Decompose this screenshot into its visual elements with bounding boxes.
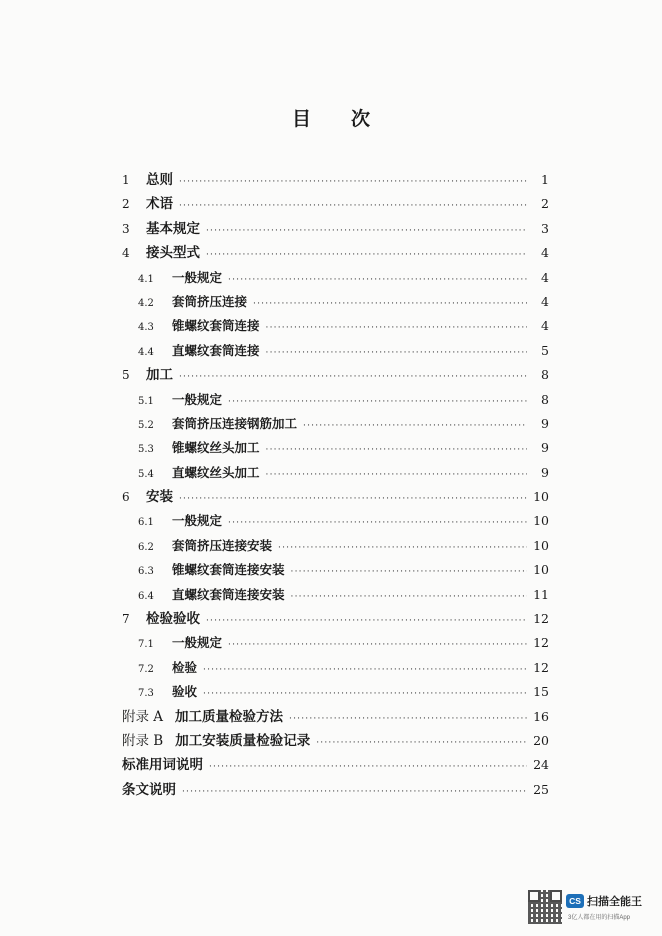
toc-entry-label: 套筒挤压连接	[172, 293, 248, 309]
title-char-1: 目	[291, 108, 311, 130]
toc-leader-dots	[289, 707, 527, 731]
table-of-contents	[122, 168, 549, 802]
toc-entry-number: 7.3	[138, 688, 154, 700]
toc-leader-dots	[179, 170, 527, 194]
toc-entry[interactable]	[122, 583, 549, 607]
toc-entry-label: 直螺纹丝头加工	[172, 464, 260, 480]
toc-entry-number: 5.4	[138, 468, 154, 480]
toc-entry[interactable]	[122, 558, 549, 582]
toc-entry-page: 15	[533, 684, 549, 700]
toc-entry-number: 5.2	[138, 419, 154, 431]
toc-leader-dots	[203, 658, 527, 682]
toc-entry-page: 5	[541, 342, 549, 358]
toc-entry-label: 术语	[146, 196, 173, 213]
toc-entry-number: 附录 B	[122, 732, 164, 749]
toc-entry-page: 12	[533, 611, 549, 627]
toc-entry[interactable]	[122, 168, 549, 192]
toc-entry[interactable]	[122, 388, 549, 412]
toc-entry-page: 4	[541, 245, 549, 261]
watermark-tagline: 3亿人都在用的扫描App	[568, 915, 631, 921]
toc-entry-number: 5	[122, 368, 130, 383]
toc-leader-dots	[209, 755, 527, 779]
toc-entry-number: 5.1	[138, 395, 154, 407]
toc-leader-dots	[182, 780, 527, 804]
toc-entry[interactable]	[122, 631, 549, 655]
toc-entry[interactable]	[122, 534, 549, 558]
toc-entry[interactable]	[122, 656, 549, 680]
toc-leader-dots	[206, 609, 527, 633]
toc-entry-number: 6.1	[138, 517, 154, 529]
toc-leader-dots	[316, 731, 527, 755]
toc-entry-number: 7.1	[138, 639, 154, 651]
toc-leader-dots	[206, 243, 527, 267]
toc-entry[interactable]	[122, 705, 549, 729]
toc-entry-page: 4	[541, 293, 549, 309]
toc-entry-page: 9	[541, 415, 549, 431]
toc-entry-number: 7	[122, 612, 130, 627]
toc-entry-page: 12	[533, 635, 549, 651]
toc-entry-number: 7.2	[138, 663, 154, 675]
toc-entry-page: 20	[533, 732, 549, 748]
toc-entry-label: 锥螺纹套筒连接安装	[172, 562, 285, 578]
toc-entry[interactable]	[122, 753, 549, 777]
toc-entry-label: 套筒挤压连接钢筋加工	[172, 415, 298, 431]
toc-entry-label: 条文说明	[122, 781, 176, 798]
toc-entry[interactable]	[122, 436, 549, 460]
toc-entry-page: 10	[533, 537, 549, 553]
toc-entry-label: 总则	[146, 172, 173, 188]
toc-entry-label: 检验验收	[146, 611, 200, 628]
toc-leader-dots	[179, 194, 527, 218]
toc-entry-number: 4.2	[138, 297, 154, 309]
toc-leader-dots	[303, 414, 527, 438]
toc-entry-label: 基本规定	[146, 220, 200, 237]
toc-entry-page: 10	[533, 513, 549, 529]
toc-entry-page: 10	[533, 562, 549, 578]
toc-entry-label: 安装	[146, 489, 173, 506]
toc-entry[interactable]	[122, 314, 549, 338]
toc-leader-dots	[203, 682, 527, 706]
toc-entry-page: 2	[541, 196, 549, 212]
toc-entry-number: 6	[122, 490, 130, 505]
toc-entry[interactable]	[122, 607, 549, 631]
toc-entry-page: 25	[533, 781, 549, 797]
toc-entry-page: 8	[541, 367, 549, 383]
toc-entry-number: 4.1	[138, 273, 154, 285]
toc-leader-dots	[228, 390, 527, 414]
toc-leader-dots	[179, 365, 527, 389]
toc-entry[interactable]	[122, 680, 549, 704]
toc-entry-label: 一般规定	[172, 391, 223, 407]
toc-entry-label: 验收	[172, 684, 198, 700]
toc-leader-dots	[266, 463, 527, 487]
toc-leader-dots	[266, 341, 527, 365]
toc-entry[interactable]	[122, 241, 549, 265]
toc-entry[interactable]	[122, 192, 549, 216]
toc-entry-label: 锥螺纹套筒连接	[172, 318, 260, 334]
toc-entry-number: 6.4	[138, 590, 154, 602]
toc-entry-page: 9	[541, 464, 549, 480]
title-char-2: 次	[351, 108, 371, 130]
toc-entry-number: 附录 A	[122, 708, 164, 725]
toc-entry[interactable]	[122, 290, 549, 314]
toc-entry-number: 1	[122, 173, 130, 187]
toc-entry-label: 接头型式	[146, 245, 200, 262]
toc-entry-page: 4	[541, 318, 549, 334]
toc-leader-dots	[253, 292, 527, 316]
toc-entry-number: 5.3	[138, 444, 154, 456]
toc-entry[interactable]	[122, 729, 549, 753]
toc-entry[interactable]	[122, 412, 549, 436]
toc-leader-dots	[278, 536, 527, 560]
toc-entry[interactable]	[122, 339, 549, 363]
toc-entry-label: 标准用词说明	[122, 757, 203, 774]
toc-entry-page: 9	[541, 440, 549, 456]
toc-leader-dots	[179, 487, 527, 511]
toc-entry-number: 3	[122, 221, 130, 236]
toc-entry-page: 12	[533, 659, 549, 675]
toc-leader-dots	[291, 585, 527, 609]
toc-leader-dots	[291, 560, 527, 584]
toc-entry-number: 6.2	[138, 541, 154, 553]
toc-entry[interactable]	[122, 778, 549, 802]
camscanner-logo-icon: CS	[566, 894, 584, 908]
toc-entry-page: 4	[541, 269, 549, 285]
toc-entry-label: 套筒挤压连接安装	[172, 537, 273, 553]
toc-entry[interactable]	[122, 485, 549, 509]
toc-entry-page: 11	[533, 586, 549, 602]
toc-entry-page: 24	[533, 757, 549, 773]
toc-entry-number: 2	[122, 197, 130, 212]
toc-entry[interactable]	[122, 363, 549, 387]
toc-leader-dots	[228, 268, 527, 292]
watermark-brand: 扫描全能王	[587, 896, 642, 908]
toc-entry[interactable]	[122, 217, 549, 241]
toc-leader-dots	[228, 633, 527, 657]
toc-entry-label: 直螺纹套筒连接安装	[172, 586, 285, 602]
toc-entry-label: 一般规定	[172, 513, 223, 529]
toc-entry-page: 1	[541, 172, 549, 187]
toc-entry-label: 加工安装质量检验记录	[175, 732, 311, 749]
toc-entry-page: 8	[541, 391, 549, 407]
page-title	[0, 104, 662, 131]
toc-entry-label: 检验	[172, 659, 198, 675]
toc-leader-dots	[266, 316, 527, 340]
toc-entry-label: 加工质量检验方法	[175, 708, 284, 725]
scanner-watermark	[528, 890, 653, 928]
toc-entry-number: 6.3	[138, 566, 154, 578]
toc-entry-label: 直螺纹套筒连接	[172, 342, 260, 358]
toc-leader-dots	[266, 438, 527, 462]
toc-entry-page: 16	[533, 708, 549, 724]
toc-entry-number: 4	[122, 246, 130, 261]
toc-entry-number: 4.4	[138, 346, 154, 358]
toc-entry-label: 加工	[146, 367, 173, 384]
toc-entry-label: 一般规定	[172, 635, 223, 651]
toc-leader-dots	[228, 511, 527, 535]
toc-entry-label: 一般规定	[172, 269, 223, 285]
qr-code-icon	[528, 890, 562, 924]
toc-leader-dots	[206, 219, 527, 243]
toc-entry[interactable]	[122, 461, 549, 485]
toc-entry-label: 锥螺纹丝头加工	[172, 440, 260, 456]
toc-entry[interactable]	[122, 266, 549, 290]
toc-entry-number: 4.3	[138, 322, 154, 334]
toc-entry-page: 10	[533, 489, 549, 505]
toc-entry[interactable]	[122, 509, 549, 533]
toc-entry-page: 3	[541, 220, 549, 236]
